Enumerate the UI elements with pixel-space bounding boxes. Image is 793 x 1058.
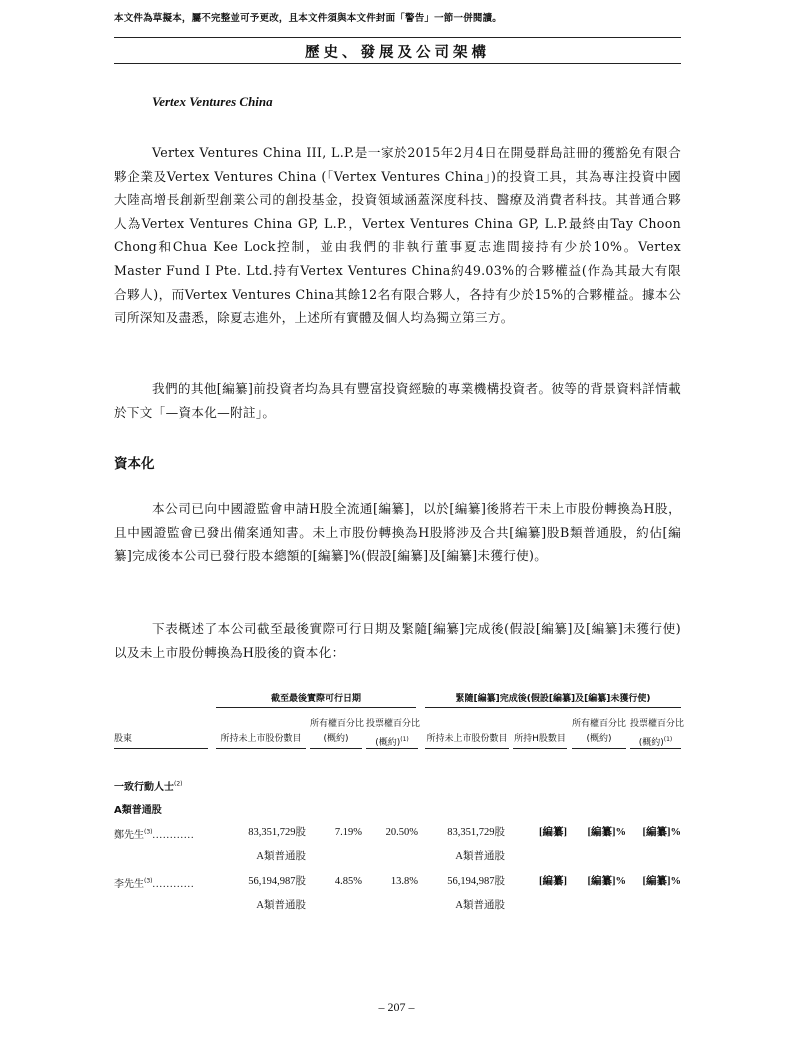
cell-h-shares: [編纂] [539, 876, 567, 887]
page-title: 歷史、發展及公司架構 [305, 45, 490, 61]
cell-voting-after: [編纂]% [642, 876, 681, 887]
col-underline-voting-2 [630, 748, 681, 749]
table-group-header-1: 截至最後實際可行日期 [270, 694, 361, 704]
col-header-voting-pct-1: 投票權百分比 (概約)$^{(1)}$ [366, 719, 421, 748]
draft-warning: 本文件為草擬本，屬不完整並可予更改，且本文件須與本文件封面「警告」一節一併閱讀。 [114, 13, 503, 24]
cell-h-shares: [編纂] [539, 827, 567, 838]
page-number: – 207 – [378, 1000, 415, 1014]
header-bottom-rule [114, 63, 681, 64]
cell-share-class-after: A類普通股 [455, 851, 505, 862]
cell-ownership-after: [編纂]% [587, 876, 626, 887]
col-underline-unlisted-shares-2 [425, 748, 509, 749]
cell-voting-after: [編纂]% [642, 827, 681, 838]
row-class-label: A類普通股 [114, 805, 162, 816]
col-header-ownership-pct-1: 所有權百分比 (概約) [310, 719, 365, 744]
table-group-header-2: 緊隨[編纂]完成後(假設[編纂]及[編纂]未獲行使) [455, 694, 651, 704]
col-header-unlisted-shares-2: 所持未上市股份數目 [426, 734, 508, 744]
cell-voting: 20.50% [385, 827, 418, 838]
paragraph-other-investors: 我們的其他[編纂]前投資者均為具有豐富投資經驗的專業機構投資者。彼等的背景資料詳情載於下文「—資本化—附註」。 [114, 381, 681, 420]
table-row-name: 李先生$^{(3)}$............ [114, 877, 195, 890]
cell-ownership: 7.19% [334, 827, 362, 838]
col-underline-ownership-2 [572, 748, 626, 749]
cell-share-class-after: A類普通股 [455, 900, 505, 911]
cell-ownership-after: [編纂]% [587, 827, 626, 838]
col-header-unlisted-shares: 所持未上市股份數目 [220, 734, 302, 744]
cell-shares-after: 83,351,729股 [447, 827, 505, 838]
col-header-voting-pct-2: 投票權百分比 (概約)$^{(1)}$ [630, 719, 685, 748]
col-underline-h-shares [513, 748, 567, 749]
cell-shares: 56,194,987股 [248, 876, 306, 887]
paragraph-table-intro: 下表概述了本公司截至最後實際可行日期及緊隨[編纂]完成後(假設[編纂]及[編纂]未獲行使)以及未上市股份轉換為H股後的資本化： [114, 621, 681, 660]
table-row-name: 鄭先生$^{(3)}$............ [114, 828, 195, 841]
col-header-h-shares: 所持H股數目 [514, 734, 566, 744]
paragraph-vertex-description: Vertex Ventures China III, L.P.是一家於2015年2月4日在開曼群島註冊的獲豁免有限合夥企業及Vertex Ventures China (「Vertex Ventures China」)的投資工具，其為專注投資中國大陸高增長創新型創業公司的創投基金，投資領域涵蓋深度科技、醫療及消費者科技。其普通合夥人為Vertex Ventures China GP, L.P.，Vertex Ventures China GP, L.P.最終由Tay Choon Chong和Chua Kee Lock控制，並由我們的非執行董事夏志進間接持有少於10%。Vertex Master Fund I Pte. Ltd.持有Vertex Ventures China約49.03%的合夥權益(作為其最大有限合夥人)，而Vertex Ventures China其餘12名有限合夥人，各持有少於15%的合夥權益。據本公司所深知及盡悉，除夏志進外，上述所有實體及個人均為獨立第三方。 [114, 145, 681, 326]
cell-voting: 13.8% [390, 876, 418, 887]
header-top-rule [114, 37, 681, 38]
cell-share-class: A類普通股 [256, 851, 306, 862]
col-underline-shareholder [114, 748, 208, 749]
cell-share-class: A類普通股 [256, 900, 306, 911]
cell-ownership: 4.85% [334, 876, 362, 887]
col-underline-ownership-1 [310, 748, 362, 749]
col-header-ownership-pct-2: 所有權百分比 (概約) [572, 719, 627, 744]
group-underline-2 [425, 707, 681, 708]
cell-shares: 83,351,729股 [248, 827, 306, 838]
section-title-capitalization: 資本化 [114, 456, 155, 472]
row-group-label: 一致行動人士$^{(2)}$ [114, 780, 183, 793]
col-header-shareholder: 股東 [114, 734, 133, 744]
col-underline-voting-1 [366, 748, 418, 749]
group-underline-1 [216, 707, 416, 708]
subheading-vertex: Vertex Ventures China [152, 94, 273, 109]
paragraph-h-share-conversion: 本公司已向中國證監會申請H股全流通[編纂]，以於[編纂]後將若干未上市股份轉換為H股，且中國證監會已發出備案通知書。未上市股份轉換為H股將涉及合共[編纂]股B類普通股，約佔[編纂]完成後本公司已發行股本總額的[編纂]%(假設[編纂]及[編纂]未獲行使)。 [114, 501, 681, 564]
cell-shares-after: 56,194,987股 [447, 876, 505, 887]
col-underline-unlisted-shares [216, 748, 306, 749]
